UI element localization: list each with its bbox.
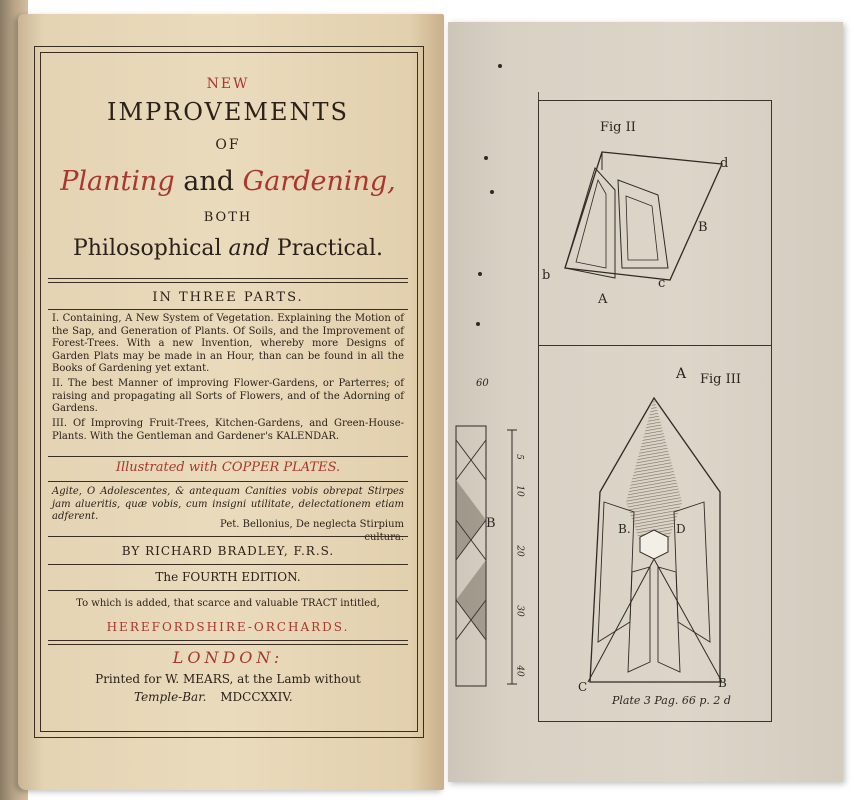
title-philosophical: Philosophical	[72, 236, 222, 261]
printer-line-2	[134, 690, 404, 704]
divider	[48, 536, 408, 537]
title-new: NEW	[206, 76, 250, 92]
title-and-italic: and	[228, 236, 270, 261]
fig-three-label-a: A	[676, 366, 687, 382]
part-three-text: III. Of Improving Fruit-Trees, Kitchen-Gardens, and Green-House-Plants. With the Gentleman and Gardener's KALENDAR.	[52, 418, 404, 442]
strip-label-b: B	[486, 516, 496, 531]
scale-30: 30	[514, 605, 525, 617]
pin-hole	[490, 190, 494, 194]
fig-two-label-b: b	[542, 268, 551, 283]
fig-two-label-b-upper: B	[698, 220, 708, 235]
divider	[48, 309, 408, 310]
pin-hole	[484, 156, 488, 160]
fig-three-label-b-lower: B	[718, 676, 727, 690]
quote-source: Pet. Bellonius, De neglecta Stirpium cultura.	[220, 519, 404, 543]
strip-label-60: 60	[476, 378, 489, 389]
latin-quote: Agite, O Adolescentes, & antequam Canities vobis obrepat Stirpes jam alueritis, quæ vobis, cum insigni utilitate, delectationem etiam adferent.	[52, 486, 404, 522]
fig-three-title: Fig III	[700, 372, 742, 387]
printer-year: MDCCXXIV.	[220, 690, 293, 704]
strip-diagram	[452, 420, 538, 710]
title-philosophical-line	[48, 236, 408, 261]
pin-hole	[478, 272, 482, 276]
title-planting-line	[48, 166, 408, 197]
divider	[48, 481, 408, 482]
herefordshire-orchards: HEREFORDSHIRE-ORCHARDS.	[106, 620, 350, 634]
plate-caption: Plate 3 Pag. 66 p. 2 d	[612, 694, 731, 707]
author-line: BY RICHARD BRADLEY, F.R.S.	[121, 544, 335, 558]
fig-two-title: Fig II	[600, 120, 636, 135]
scale-5: 5	[513, 454, 524, 460]
fig-two-label-d: d	[720, 156, 729, 171]
title-planting: Planting	[60, 166, 175, 197]
illustrated-line: Illustrated with COPPER PLATES.	[115, 460, 341, 475]
divider	[48, 640, 408, 645]
scale-10: 10	[514, 485, 525, 497]
printer-temple-bar: Temple-Bar.	[134, 690, 207, 704]
title-both: BOTH	[203, 210, 253, 225]
added-tract-line: To which is added, that scarce and valuable TRACT intitled,	[76, 598, 380, 609]
divider	[48, 564, 408, 565]
fig-two-diagram	[540, 140, 740, 320]
scale-40: 40	[514, 665, 525, 677]
pin-hole	[498, 64, 502, 68]
divider	[48, 456, 408, 457]
pin-hole	[476, 322, 480, 326]
title-gardening: Gardening,	[242, 166, 396, 197]
fig-three-diagram	[570, 392, 746, 692]
printer-line-1: Printed for W. MEARS, at the Lamb without	[95, 672, 361, 686]
title-and: and	[183, 166, 235, 197]
part-two-text: II. The best Manner of improving Flower-Gardens, or Parterres; of raising and propagating all Sorts of Flowers, and of the Adorning of Gardens.	[52, 378, 404, 414]
divider	[48, 590, 408, 591]
scale-20: 20	[514, 545, 525, 557]
fig-two-label-a: A	[598, 292, 608, 307]
plate-divider	[538, 345, 772, 346]
fig-three-label-d: D	[676, 522, 686, 536]
fig-three-label-c: C	[578, 680, 588, 694]
edition-line: The FOURTH EDITION.	[155, 570, 301, 584]
fig-two-label-c: c	[658, 276, 666, 291]
city-london: LONDON:	[172, 648, 284, 667]
divider	[48, 278, 408, 283]
title-practical: Practical.	[276, 236, 384, 261]
title-improvements: IMPROVEMENTS	[107, 98, 349, 126]
part-one-text: I. Containing, A New System of Vegetation. Explaining the Motion of the Sap, and Generation of Plants. Of Soils, and the Improvement of Forest-Trees. With a new Invention, whereby more Designs of Garden Plats may be made in an Hour, than can be found in all the Books of Gardening yet extant.	[52, 313, 404, 374]
parts-heading: IN THREE PARTS.	[152, 290, 304, 305]
fig-three-label-b: B.	[618, 522, 631, 536]
title-of: OF	[215, 137, 241, 153]
